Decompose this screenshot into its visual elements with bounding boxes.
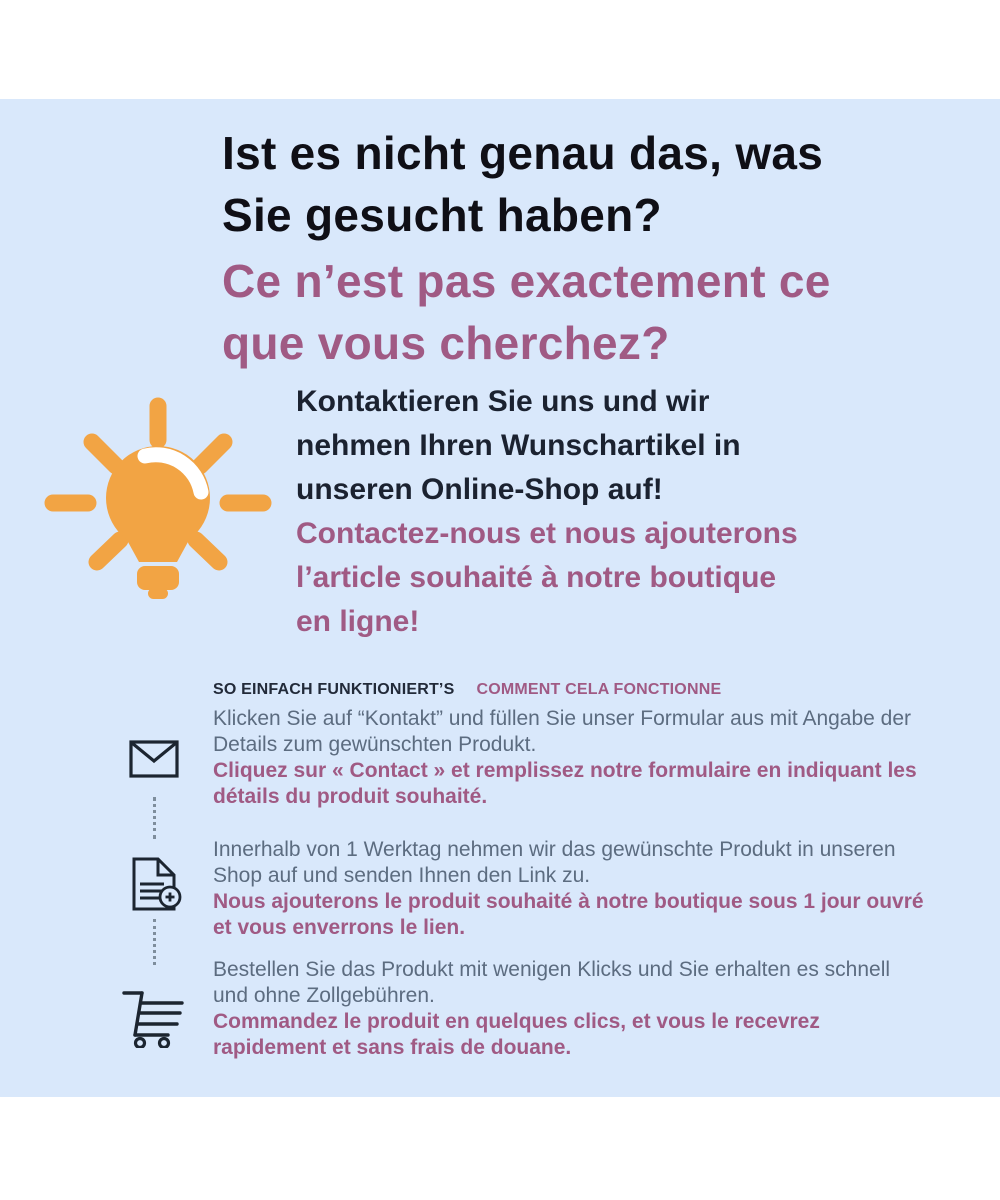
step-3 xyxy=(213,957,929,1061)
headline-french-line: que vous cherchez? xyxy=(222,317,670,369)
dotted-connector xyxy=(153,797,156,839)
step-3-text-french: Commandez le produit en quelques clics, et vous le recevrez rapidement et sans frais de douane. xyxy=(213,1010,820,1059)
how-it-works-title xyxy=(213,681,721,699)
headline-french-line: Ce n’est pas exactement ce xyxy=(222,255,831,307)
headline-german-line: Ist es nicht genau das, was xyxy=(222,127,824,179)
lead-french-line: Contactez-nous et nous ajouterons xyxy=(296,517,798,550)
step-1-text-french: Cliquez sur « Contact » et remplissez notre formulaire en indiquant les détails du produit souhaité. xyxy=(213,759,917,808)
lead-french xyxy=(296,512,916,644)
lead-german xyxy=(296,380,916,512)
headline-german-line: Sie gesucht haben? xyxy=(222,189,662,241)
how-it-works-title-french: COMMENT CELA FONCTIONNE xyxy=(476,681,722,698)
how-it-works-title-german: SO EINFACH FUNKTIONIERT’S xyxy=(213,681,455,698)
headings-block xyxy=(222,122,942,374)
step-2 xyxy=(213,837,929,941)
step-1 xyxy=(213,706,929,810)
headline-french xyxy=(222,250,942,374)
lead-french-line: l’article souhaité à notre boutique xyxy=(296,561,777,594)
step-3-text-german: Bestellen Sie das Produkt mit wenigen Klicks und Sie erhalten es schnell und ohne Zollgebühren. xyxy=(213,958,891,1007)
envelope-icon xyxy=(129,740,179,783)
lead-german-line: unseren Online-Shop auf! xyxy=(296,473,663,506)
cart-icon xyxy=(120,986,186,1053)
step-2-text-french: Nous ajouterons le produit souhaité à notre boutique sous 1 jour ouvré et vous enverrons le lien. xyxy=(213,890,924,939)
headline-german xyxy=(222,122,942,246)
lead-german-line: nehmen Ihren Wunschartikel in xyxy=(296,429,741,462)
lightbulb-icon xyxy=(42,390,274,626)
document-add-icon xyxy=(130,857,182,916)
lead-french-line: en ligne! xyxy=(296,605,420,638)
lead-block xyxy=(296,380,916,644)
lead-german-line: Kontaktieren Sie uns und wir xyxy=(296,385,710,418)
step-1-text-german: Klicken Sie auf “Kontakt” und füllen Sie unser Formular aus mit Angabe der Details zum gewünschten Produkt. xyxy=(213,707,912,756)
step-2-text-german: Innerhalb von 1 Werktag nehmen wir das gewünschte Produkt in unseren Shop auf und senden Ihnen den Link zu. xyxy=(213,838,896,887)
dotted-connector xyxy=(153,919,156,965)
